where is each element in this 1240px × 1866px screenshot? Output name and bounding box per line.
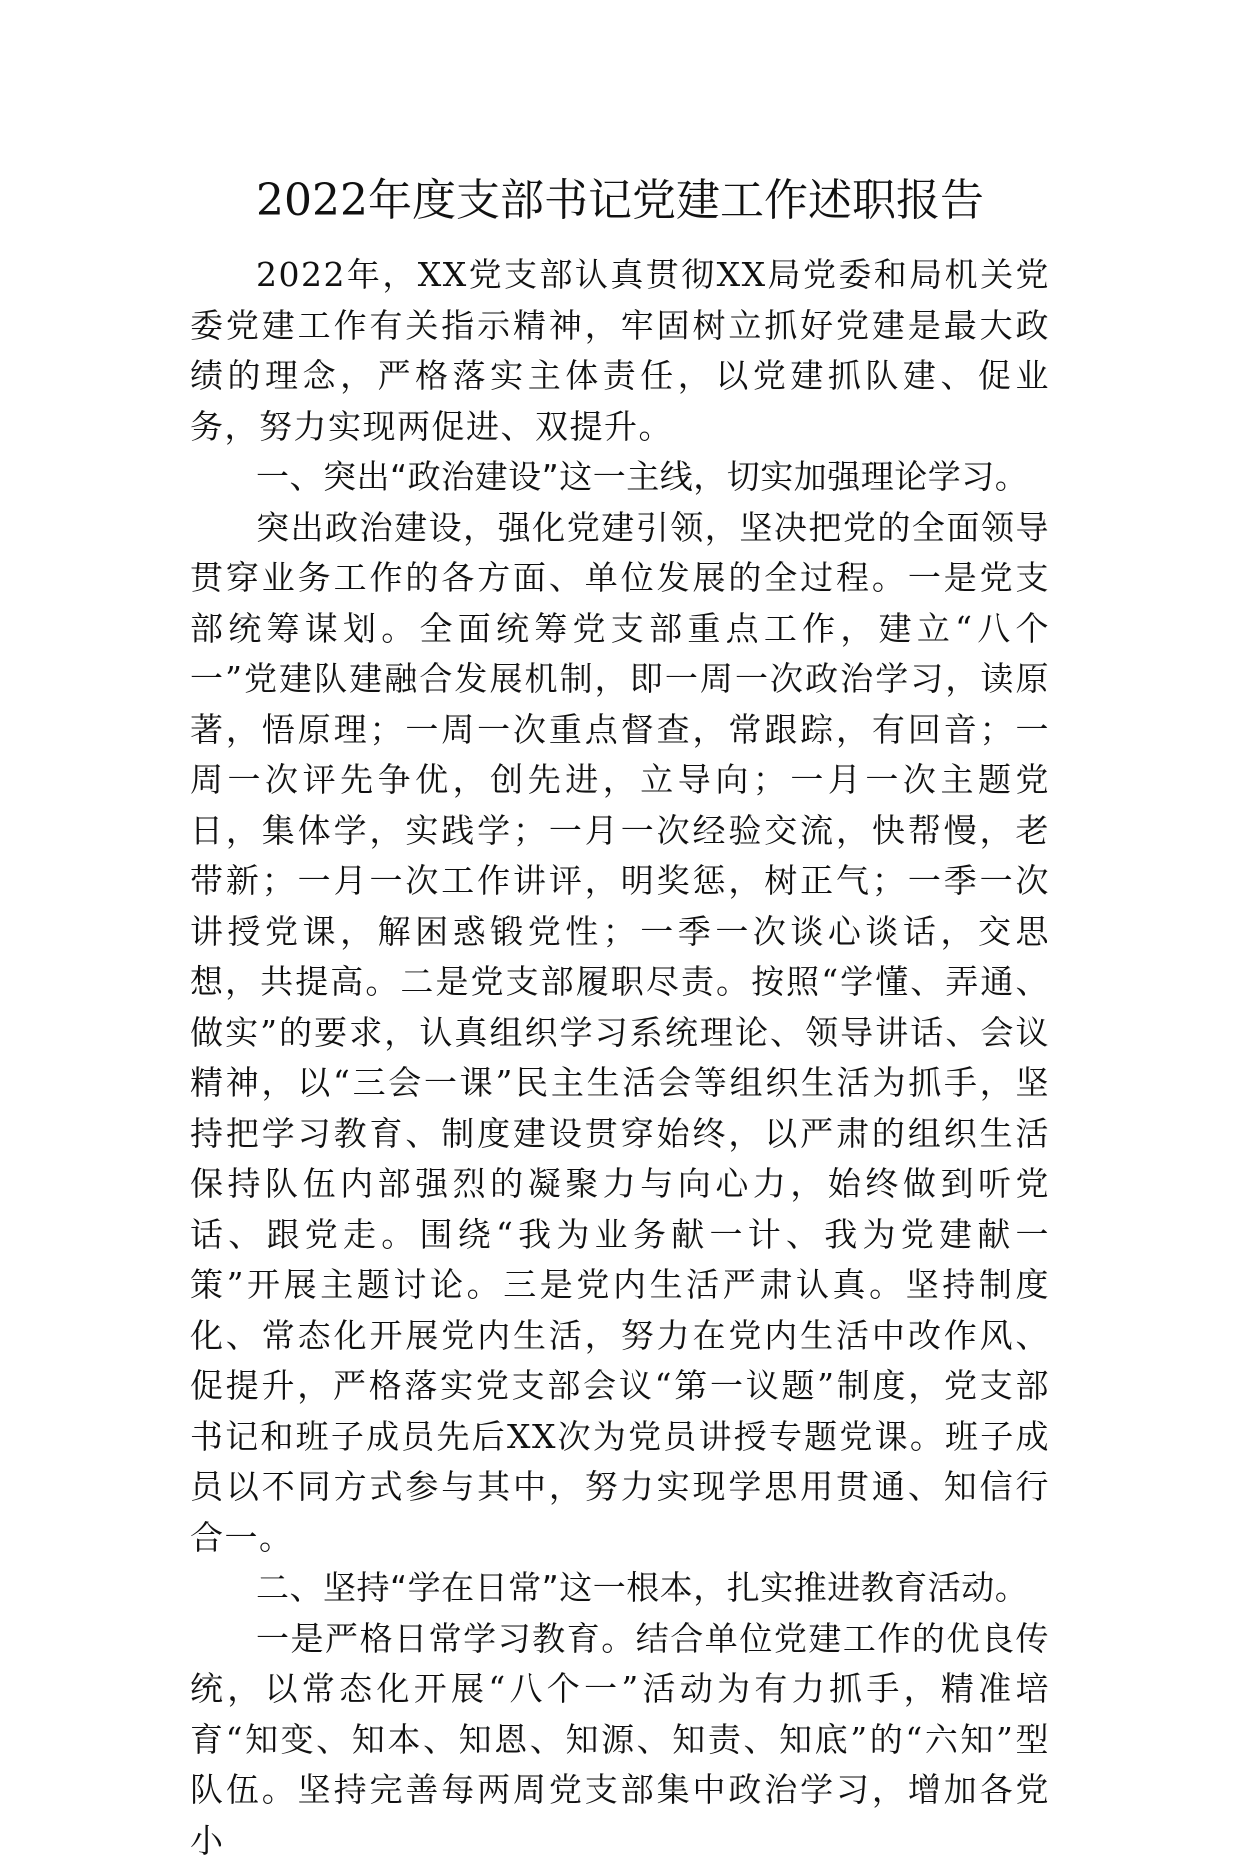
section-heading-1: 一、突出“政治建设”这一主线，切实加强理论学习。 [190, 452, 1050, 503]
paragraph-section-1: 突出政治建设，强化党建引领，坚决把党的全面领导贯穿业务工作的各方面、单位发展的全过程。一是党支部统筹谋划。全面统筹党支部重点工作，建立“八个一”党建队建融合发展机制，即一周一次政治学习，读原著，悟原理；一周一次重点督查，常跟踪，有回音；一周一次评先争优，创先进，立导向；一月一次主题党日，集体学，实践学；一月一次经验交流，快帮慢，老带新；一月一次工作讲评，明奖惩，树正气；一季一次讲授党课，解困惑锻党性；一季一次谈心谈话，交思想，共提高。二是党支部履职尽责。按照“学懂、弄通、做实”的要求，认真组织学习系统理论、领导讲话、会议精神，以“三会一课”民主生活会等组织生活为抓手，坚持把学习教育、制度建设贯穿始终，以严肃的组织生活保持队伍内部强烈的凝聚力与向心力，始终做到听党话、跟党走。围绕“我为业务献一计、我为党建献一策”开展主题讨论。三是党内生活严肃认真。坚持制度化、常态化开展党内生活，努力在党内生活中改作风、促提升，严格落实党支部会议“第一议题”制度，党支部书记和班子成员先后XX次为党员讲授专题党课。班子成员以不同方式参与其中，努力实现学思用贯通、知信行合一。 [190, 503, 1050, 1564]
document-body [190, 250, 1050, 1866]
document-title: 2022年度支部书记党建工作述职报告 [190, 170, 1050, 232]
paragraph-intro: 2022年，XX党支部认真贯彻XX局党委和局机关党委党建工作有关指示精神，牢固树立抓好党建是最大政绩的理念，严格落实主体责任，以党建抓队建、促业务，努力实现两促进、双提升。 [190, 250, 1050, 452]
section-heading-2: 二、坚持“学在日常”这一根本，扎实推进教育活动。 [190, 1563, 1050, 1614]
paragraph-section-2: 一是严格日常学习教育。结合单位党建工作的优良传统，以常态化开展“八个一”活动为有力抓手，精准培育“知变、知本、知恩、知源、知责、知底”的“六知”型队伍。坚持完善每两周党支部集中政治学习，增加各党小 [190, 1614, 1050, 1866]
